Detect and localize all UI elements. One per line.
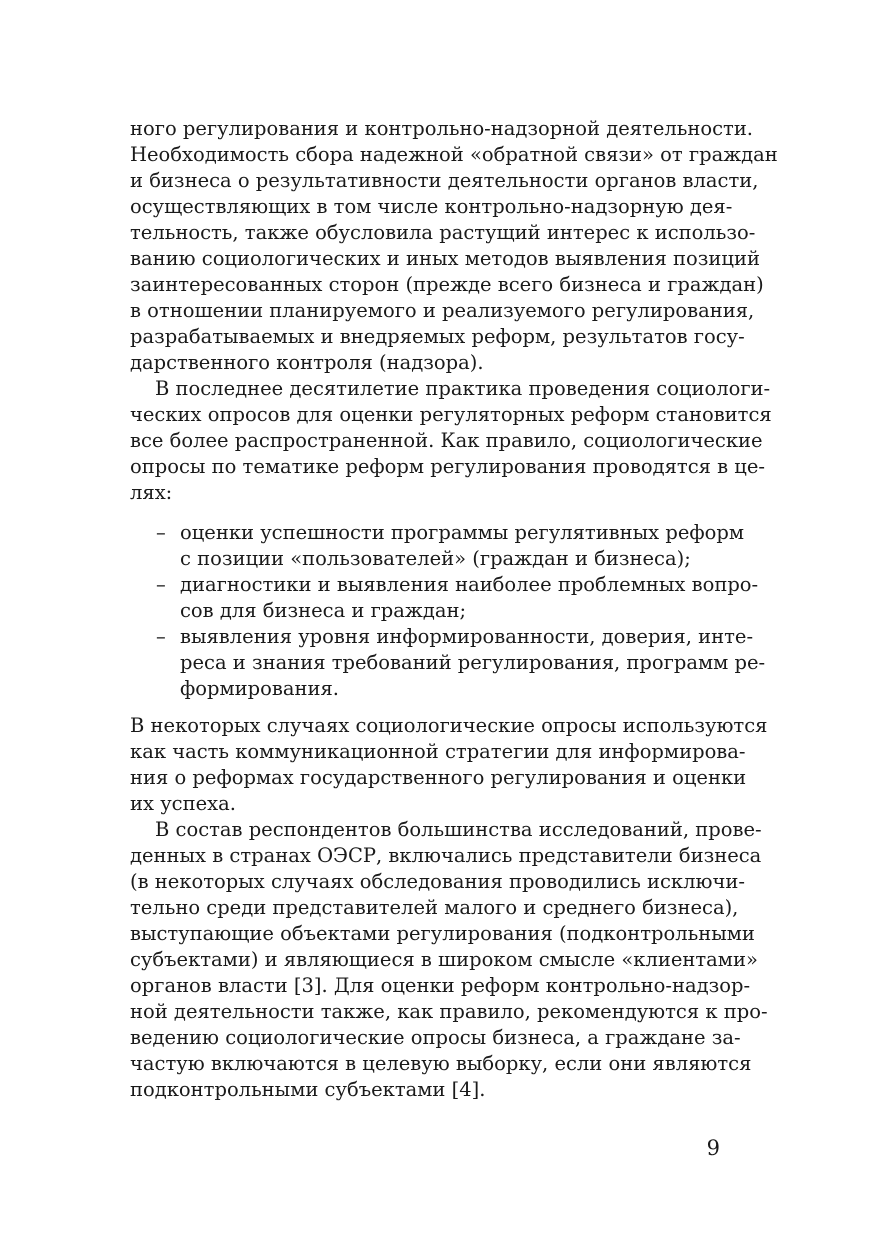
page-body xyxy=(130,116,778,1103)
spacer xyxy=(130,506,720,520)
dash-marker: – xyxy=(156,521,166,544)
text-line: В последнее десятилетие практика проведения социологи- xyxy=(155,377,771,400)
list-item xyxy=(130,624,766,702)
list-item xyxy=(130,520,745,572)
text-line: все более распространенной. Как правило, социологические xyxy=(130,429,763,452)
bullet-list xyxy=(130,520,766,702)
text-line: оценки успешности программы регулятивных реформ xyxy=(180,521,745,544)
text-line: лях: xyxy=(130,481,173,504)
paragraph-2 xyxy=(130,376,772,506)
list-item xyxy=(130,572,759,624)
text-line: (в некоторых случаях обследования проводились исключи- xyxy=(130,870,745,893)
dash-marker: – xyxy=(156,625,166,648)
paragraph-3 xyxy=(130,713,768,817)
text-line: дарственного контроля (надзора). xyxy=(130,351,484,374)
text-line: выступающие объектами регулирования (подконтрольными xyxy=(130,922,755,945)
text-line: реса и знания требований регулирования, программ ре- xyxy=(180,651,766,674)
text-line: ванию социологических и иных методов выявления позиций xyxy=(130,247,760,270)
text-line: опросы по тематике реформ регулирования проводятся в це- xyxy=(130,455,765,478)
text-line: сов для бизнеса и граждан; xyxy=(180,599,467,622)
dash-marker: – xyxy=(156,573,166,596)
text-line: В некоторых случаях социологические опросы используются xyxy=(130,714,768,737)
text-line: выявления уровня информированности, доверия, инте- xyxy=(180,625,754,648)
text-line: подконтрольными субъектами [4]. xyxy=(130,1078,486,1101)
text-line: разрабатываемых и внедряемых реформ, результатов госу- xyxy=(130,325,745,348)
text-line: ведению социологические опросы бизнеса, а граждане за- xyxy=(130,1026,741,1049)
text-line: частую включаются в целевую выборку, если они являются xyxy=(130,1052,752,1075)
text-line: тельно среди представителей малого и среднего бизнеса), xyxy=(130,896,739,919)
text-line: В состав респондентов большинства исследований, прове- xyxy=(155,818,762,841)
text-line: осуществляющих в том числе контрольно-надзорную дея- xyxy=(130,195,733,218)
text-line: с позиции «пользователей» (граждан и бизнеса); xyxy=(180,547,691,570)
text-line: Необходимость сбора надежной «обратной связи» от граждан xyxy=(130,143,778,166)
text-line: денных в странах ОЭСР, включались представители бизнеса xyxy=(130,844,762,867)
text-line: органов власти [3]. Для оценки реформ контрольно-надзор- xyxy=(130,974,751,997)
text-line: тельность, также обусловила растущий интерес к использо- xyxy=(130,221,756,244)
text-line: ческих опросов для оценки регуляторных реформ становится xyxy=(130,403,772,426)
paragraph-4 xyxy=(130,817,768,1103)
text-line: диагностики и выявления наиболее проблемных вопро- xyxy=(180,573,759,596)
spacer xyxy=(130,702,720,713)
text-line: и бизнеса о результативности деятельности органов власти, xyxy=(130,169,759,192)
page-number: 9 xyxy=(706,1136,720,1160)
text-line: их успеха. xyxy=(130,792,236,815)
text-line: ния о реформах государственного регулирования и оценки xyxy=(130,766,747,789)
text-line: ного регулирования и контрольно-надзорной деятельности. xyxy=(130,117,754,140)
text-line: в отношении планируемого и реализуемого регулирования, xyxy=(130,299,755,322)
text-line: субъектами) и являющиеся в широком смысле «клиентами» xyxy=(130,948,758,971)
text-line: заинтересованных сторон (прежде всего бизнеса и граждан) xyxy=(130,273,764,296)
text-line: ной деятельности также, как правило, рекомендуются к про- xyxy=(130,1000,768,1023)
text-line: формирования. xyxy=(180,677,339,700)
text-line: как часть коммуникационной стратегии для информирова- xyxy=(130,740,746,763)
paragraph-1 xyxy=(130,116,778,376)
